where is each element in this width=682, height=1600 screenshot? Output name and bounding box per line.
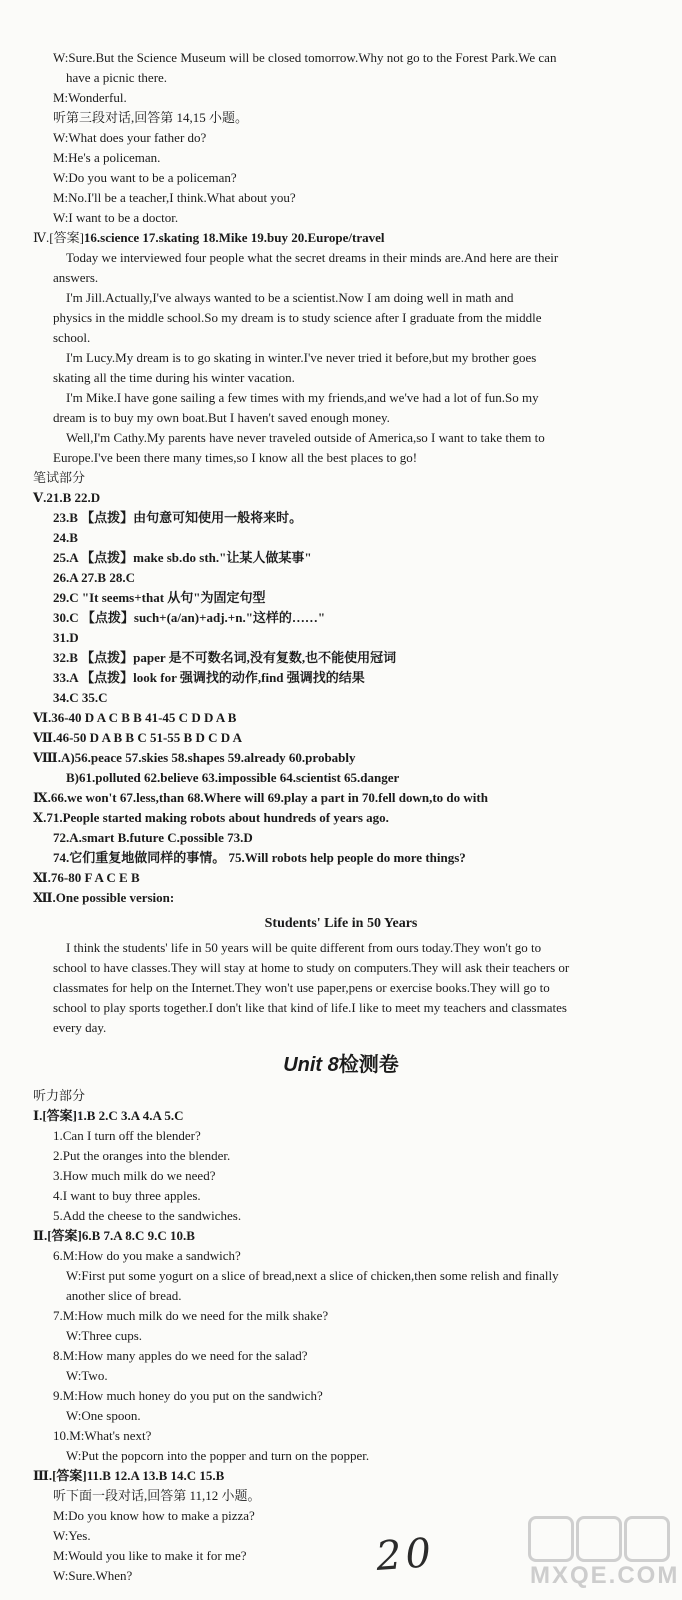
essay-line: school to play sports together.I don't like that kind of life.I like to meet my teachers and classmates	[53, 1000, 567, 1015]
answer-line: 74.它们重复地做同样的事情。 75.Will robots help people do more things?	[53, 850, 466, 865]
script-line: W:Sure.When?	[53, 1568, 133, 1583]
script-line: dream is to buy my own boat.But I haven't saved enough money.	[53, 410, 390, 425]
script-line: W:Put the popcorn into the popper and turn on the popper.	[66, 1448, 370, 1463]
script-line: W:First put some yogurt on a slice of bread,next a slice of chicken,then some relish and finally	[66, 1268, 559, 1283]
script-line: M:Would you like to make it for me?	[53, 1548, 247, 1563]
watermark-box-icon	[576, 1516, 622, 1562]
answer-line: Ⅱ.[答案]6.B 7.A 8.C 9.C 10.B	[33, 1228, 195, 1243]
watermark-box-icon	[624, 1516, 670, 1562]
script-line: 9.M:How much honey do you put on the sandwich?	[53, 1388, 323, 1403]
answer-line: Ⅻ.One possible version:	[33, 890, 175, 905]
answer-line: Ⅺ.76-80 F A C E B	[33, 870, 140, 885]
answer-line: 23.B 【点拨】由句意可知使用一般将来时。	[53, 510, 303, 525]
script-line: W:One spoon.	[66, 1408, 141, 1423]
essay-line: I think the students' life in 50 years will be quite different from ours today.They won't go to	[66, 940, 542, 955]
script-line: M:Do you know how to make a pizza?	[53, 1508, 255, 1523]
answer-line: Ⅶ.46-50 D A B B C 51-55 B D C D A	[33, 730, 243, 745]
script-line: skating all the time during his winter vacation.	[53, 370, 295, 385]
dialogue-line: M:Wonderful.	[53, 90, 127, 105]
unit-title	[0, 1048, 682, 1077]
script-line: Today we interviewed four people what the secret dreams in their minds are.And here are their	[66, 250, 559, 265]
essay-line: school to have classes.They will stay at home to study on computers.They will ask their teachers or	[53, 960, 570, 975]
watermark-logo	[528, 1516, 678, 1596]
unit-title-cn: 检测卷	[338, 1054, 399, 1076]
script-line: 7.M:How much milk do we need for the milk shake?	[53, 1308, 329, 1323]
answer-line: 29.C "It seems+that 从句"为固定句型	[53, 590, 266, 605]
script-line: W:Two.	[66, 1368, 108, 1383]
dialogue-line: W:Sure.But the Science Museum will be closed tomorrow.Why not go to the Forest Park.We can	[53, 50, 557, 65]
dialogue-line: W:Do you want to be a policeman?	[53, 170, 237, 185]
answer-line: Ⅸ.66.we won't 67.less,than 68.Where will 69.play a part in 70.fell down,to do with	[33, 790, 488, 805]
answer-line: Ⅲ.[答案]11.B 12.A 13.B 14.C 15.B	[33, 1468, 225, 1483]
script-line: I'm Jill.Actually,I've always wanted to be a scientist.Now I am doing well in math and	[66, 290, 514, 305]
listening-heading: 听力部分	[33, 1088, 86, 1103]
answer-line: 72.A.smart B.future C.possible 73.D	[53, 830, 253, 845]
answer-line: B)61.polluted 62.believe 63.impossible 64.scientist 65.danger	[66, 770, 400, 785]
page-number: 20	[374, 1530, 437, 1580]
script-line: I'm Lucy.My dream is to go skating in winter.I've never tried it before,but my brother goes	[66, 350, 537, 365]
watermark-box-icon	[528, 1516, 574, 1562]
script-line: 8.M:How many apples do we need for the salad?	[53, 1348, 308, 1363]
script-line: Well,I'm Cathy.My parents have never traveled outside of America,so I want to take them to	[66, 430, 545, 445]
answer-line: Ⅵ.36-40 D A C B B 41-45 C D D A B	[33, 710, 237, 725]
dialogue-line: M:He's a policeman.	[53, 150, 161, 165]
script-line: W:Three cups.	[66, 1328, 143, 1343]
script-line: school.	[53, 330, 91, 345]
script-line: W:Yes.	[53, 1528, 91, 1543]
script-line: Europe.I've been there many times,so I know all the best places to go!	[53, 450, 418, 465]
essay-line: every day.	[53, 1020, 107, 1035]
essay-line: classmates for help on the Internet.They won't use paper,pens or exercise books.They will go to	[53, 980, 550, 995]
written-heading: 笔试部分	[33, 470, 86, 485]
answer-line: 32.B 【点拨】paper 是不可数名词,没有复数,也不能使用冠词	[53, 650, 397, 665]
answer-line: 25.A 【点拨】make sb.do sth."让某人做某事"	[53, 550, 312, 565]
script-line: 3.How much milk do we need?	[53, 1168, 216, 1183]
answer-list: 16.science 17.skating 18.Mike 19.buy 20.Europe/travel	[83, 230, 385, 245]
answer-line: 30.C 【点拨】such+(a/an)+adj.+n."这样的……"	[53, 610, 326, 625]
dialogue-line: W:What does your father do?	[53, 130, 207, 145]
answer-line: Ⅴ.21.B 22.D	[33, 490, 101, 505]
answer-line: 33.A 【点拨】look for 强调找的动作,find 强调找的结果	[53, 670, 365, 685]
section-label: Ⅳ.[答案]	[33, 230, 84, 245]
script-line: physics in the middle school.So my dream is to study science after I graduate from the middle	[53, 310, 542, 325]
essay-title: Students' Life in 50 Years	[264, 916, 418, 931]
dialogue-line: have a picnic there.	[66, 70, 168, 85]
unit-number: Unit 8	[283, 1054, 339, 1076]
answer-line: 31.D	[53, 630, 79, 645]
script-line: 10.M:What's next?	[53, 1428, 152, 1443]
answer-line: 24.B	[53, 530, 78, 545]
dialogue-line: M:No.I'll be a teacher,I think.What about you?	[53, 190, 296, 205]
listening-hint: 听第三段对话,回答第 14,15 小题。	[53, 110, 249, 125]
script-line: 2.Put the oranges into the blender.	[53, 1148, 231, 1163]
dialogue-line: W:I want to be a doctor.	[53, 210, 179, 225]
script-line: 5.Add the cheese to the sandwiches.	[53, 1208, 242, 1223]
watermark-text: MXQE.COM	[530, 1562, 680, 1589]
answer-line: Ⅷ.A)56.peace 57.skies 58.shapes 59.already 60.probably	[33, 750, 356, 765]
answer-line: Ⅰ.[答案]1.B 2.C 3.A 4.A 5.C	[33, 1108, 184, 1123]
answer-line: Ⅹ.71.People started making robots about hundreds of years ago.	[33, 810, 389, 825]
script-line: I'm Mike.I have gone sailing a few times with my friends,and we've had a lot of fun.So my	[66, 390, 539, 405]
script-line: 4.I want to buy three apples.	[53, 1188, 201, 1203]
answer-line: 26.A 27.B 28.C	[53, 570, 135, 585]
script-line: answers.	[53, 270, 99, 285]
section-iv-answers	[33, 228, 384, 248]
listening-hint: 听下面一段对话,回答第 11,12 小题。	[53, 1488, 261, 1503]
answer-line: 34.C 35.C	[53, 690, 108, 705]
script-line: 1.Can I turn off the blender?	[53, 1128, 201, 1143]
script-line: another slice of bread.	[66, 1288, 182, 1303]
script-line: 6.M:How do you make a sandwich?	[53, 1248, 241, 1263]
